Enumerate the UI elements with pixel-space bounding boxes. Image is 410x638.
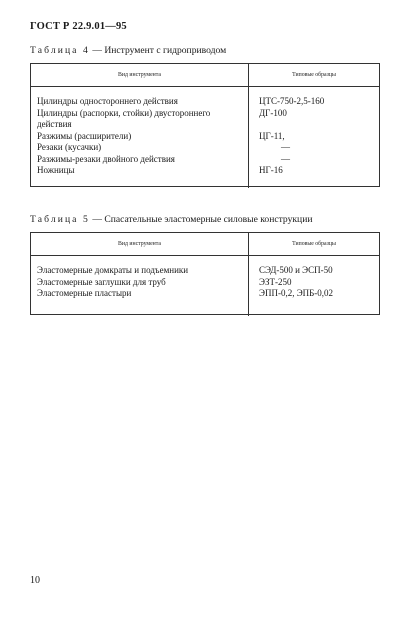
table-4-body [31, 87, 379, 188]
table-5-sample-2: ЭЗТ-250 [259, 276, 292, 287]
table-5-sample-1: СЭД-500 и ЭСП-50 [259, 265, 333, 275]
table-5-header [31, 233, 379, 256]
table-5-caption-text: — Спасательные эластомерные силовые конструкции [89, 214, 313, 225]
table-4-sample-5: — [281, 153, 290, 164]
table-4-header-samples: Типовые образцы [292, 72, 336, 78]
table-5-body [31, 256, 379, 316]
table-5-tool-2: Эластомерные заглушки для труб [37, 276, 166, 287]
table-4-tool-2-cont: действия [37, 119, 72, 129]
table-4-sample-2: ДГ-100 [259, 107, 287, 118]
table-5-tool-column [31, 256, 249, 316]
table-4-tool-2: Цилиндры (распорки, стойки) двустороннего [37, 107, 211, 118]
table-5-caption-label: Таблица 5 [30, 214, 90, 225]
table-4-samples-column [249, 87, 379, 188]
table-5-caption [30, 214, 312, 225]
table-4-tool-column [31, 87, 249, 188]
table-4-tool-6: Ножницы [37, 165, 75, 175]
table-5-samples-column [249, 256, 379, 316]
table-4-caption-text: — Инструмент с гидроприводом [89, 45, 227, 56]
page-header: ГОСТ Р 22.9.01—95 [30, 21, 127, 32]
table-5-tool-1: Эластомерные домкраты и подъемники [37, 265, 189, 275]
table-4-tool-1: Цилиндры одностороннего действия [37, 96, 178, 106]
table-5-header-samples: Типовые образцы [292, 241, 336, 247]
page-number: 10 [30, 575, 40, 586]
table-4-sample-1: ЦТС-750-2,5-160 [259, 96, 325, 106]
table-4-sample-3: ЦГ-11, [259, 130, 285, 141]
table-4-tool-5: Разжимы-резаки двойного действия [37, 153, 175, 164]
table-4-caption-label: Таблица 4 [30, 45, 90, 56]
table-4-header [31, 64, 379, 87]
table-4-header-tool: Вид инструмента [31, 64, 249, 86]
table-5-header-tool: Вид инструмента [31, 233, 249, 255]
table-5-sample-3: ЭПП-0,2, ЭПБ-0,02 [259, 288, 334, 298]
table-4-sample-6: НГ-16 [259, 165, 283, 175]
table-4-sample-4: — [281, 142, 290, 152]
table-4-caption [30, 45, 226, 56]
table-4-sample-blank [259, 119, 379, 131]
table-4-tool-3: Разжимы (расширители) [37, 130, 132, 141]
table-4-tool-4: Резаки (кусачки) [37, 142, 102, 152]
table-4 [30, 63, 380, 187]
table-5-tool-3: Эластомерные пластыри [37, 288, 132, 298]
table-5 [30, 232, 380, 315]
